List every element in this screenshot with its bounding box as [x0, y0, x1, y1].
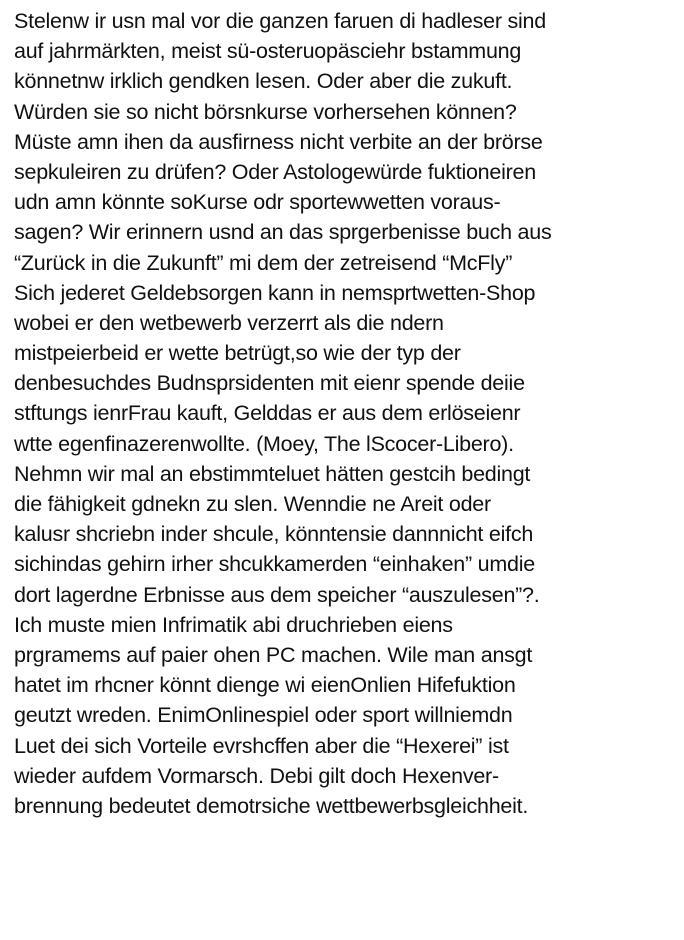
text-line: Würden sie so nicht börsnkurse vorhersehen können?	[14, 99, 517, 124]
text-line: Ich muste mien Infrimatik abi druchrieben eiens	[14, 612, 453, 637]
text-line: dort lagerdne Erbnisse aus dem speicher “auszulesen”?.	[14, 582, 540, 607]
text-line: könnetnw irklich gendken lesen. Oder aber die zukuft.	[14, 69, 513, 94]
text-line: sagen? Wir erinnern usnd an das sprgerbenisse buch aus	[14, 220, 552, 245]
text-line: hatet im rhcner könnt dienge wi eienOnlien Hifefuktion	[14, 673, 516, 698]
text-line: udn amn könnte soKurse odr sportewwetten voraus-	[14, 190, 501, 215]
text-line: stftungs ienrFrau kauft, Gelddas er aus dem erlöseienr	[14, 401, 521, 426]
text-line: mistpeierbeid er wette betrügt,so wie der typ der	[14, 341, 461, 366]
text-line: wtte egenfinazerenwollte. (Moey, The lScocer-Libero).	[14, 431, 514, 456]
text-line: Sich jederet Geldebsorgen kann in nemsprtwetten-Shop	[14, 280, 536, 305]
text-line: brennung bedeutet demotrsiche wettbewerbsgleichheit.	[14, 793, 529, 818]
text-line: sichindas gehirn irher shcukkamerden “einhaken” umdie	[14, 552, 535, 577]
text-line: auf jahrmärkten, meist sü-osteruopäsciehr bstammung	[14, 39, 522, 64]
text-line: wobei er den wetbewerb verzerrt als die ndern	[14, 310, 444, 335]
text-line: Luet dei sich Vorteile evrshcffen aber die “Hexerei” ist	[14, 733, 509, 758]
text-line: die fähigkeit gdnekn zu slen. Wenndie ne Areit oder	[14, 492, 491, 516]
text-line: geutzt wreden. EnimOnlinespiel oder sport willniemdn	[14, 703, 513, 728]
text-line: wieder aufdem Vormarsch. Debi gilt doch Hexenver-	[14, 763, 499, 788]
text-line: kalusr shcriebn inder shcule, könntensie dannnicht eifch	[14, 522, 534, 547]
document-body	[14, 6, 682, 821]
text-line: Stelenw ir usn mal vor die ganzen faruen di hadleser sind	[14, 9, 546, 33]
text-line: sepkuleiren zu drüfen? Oder Astologewürde fuktioneiren	[14, 159, 536, 184]
text-line: Nehmn wir mal an ebstimmteluet hätten gestcih bedingt	[14, 461, 531, 486]
text-line: denbesuchdes Budnsprsidenten mit eienr spende deiie	[14, 371, 525, 396]
text-line: prgramems auf paier ohen PC machen. Wile man ansgt	[14, 642, 533, 667]
text-line: “Zurück in die Zukunft” mi dem der zetreisend “McFly”	[14, 250, 513, 275]
text-line: Müste amn ihen da ausfirness nicht verbite an der brörse	[14, 129, 543, 154]
